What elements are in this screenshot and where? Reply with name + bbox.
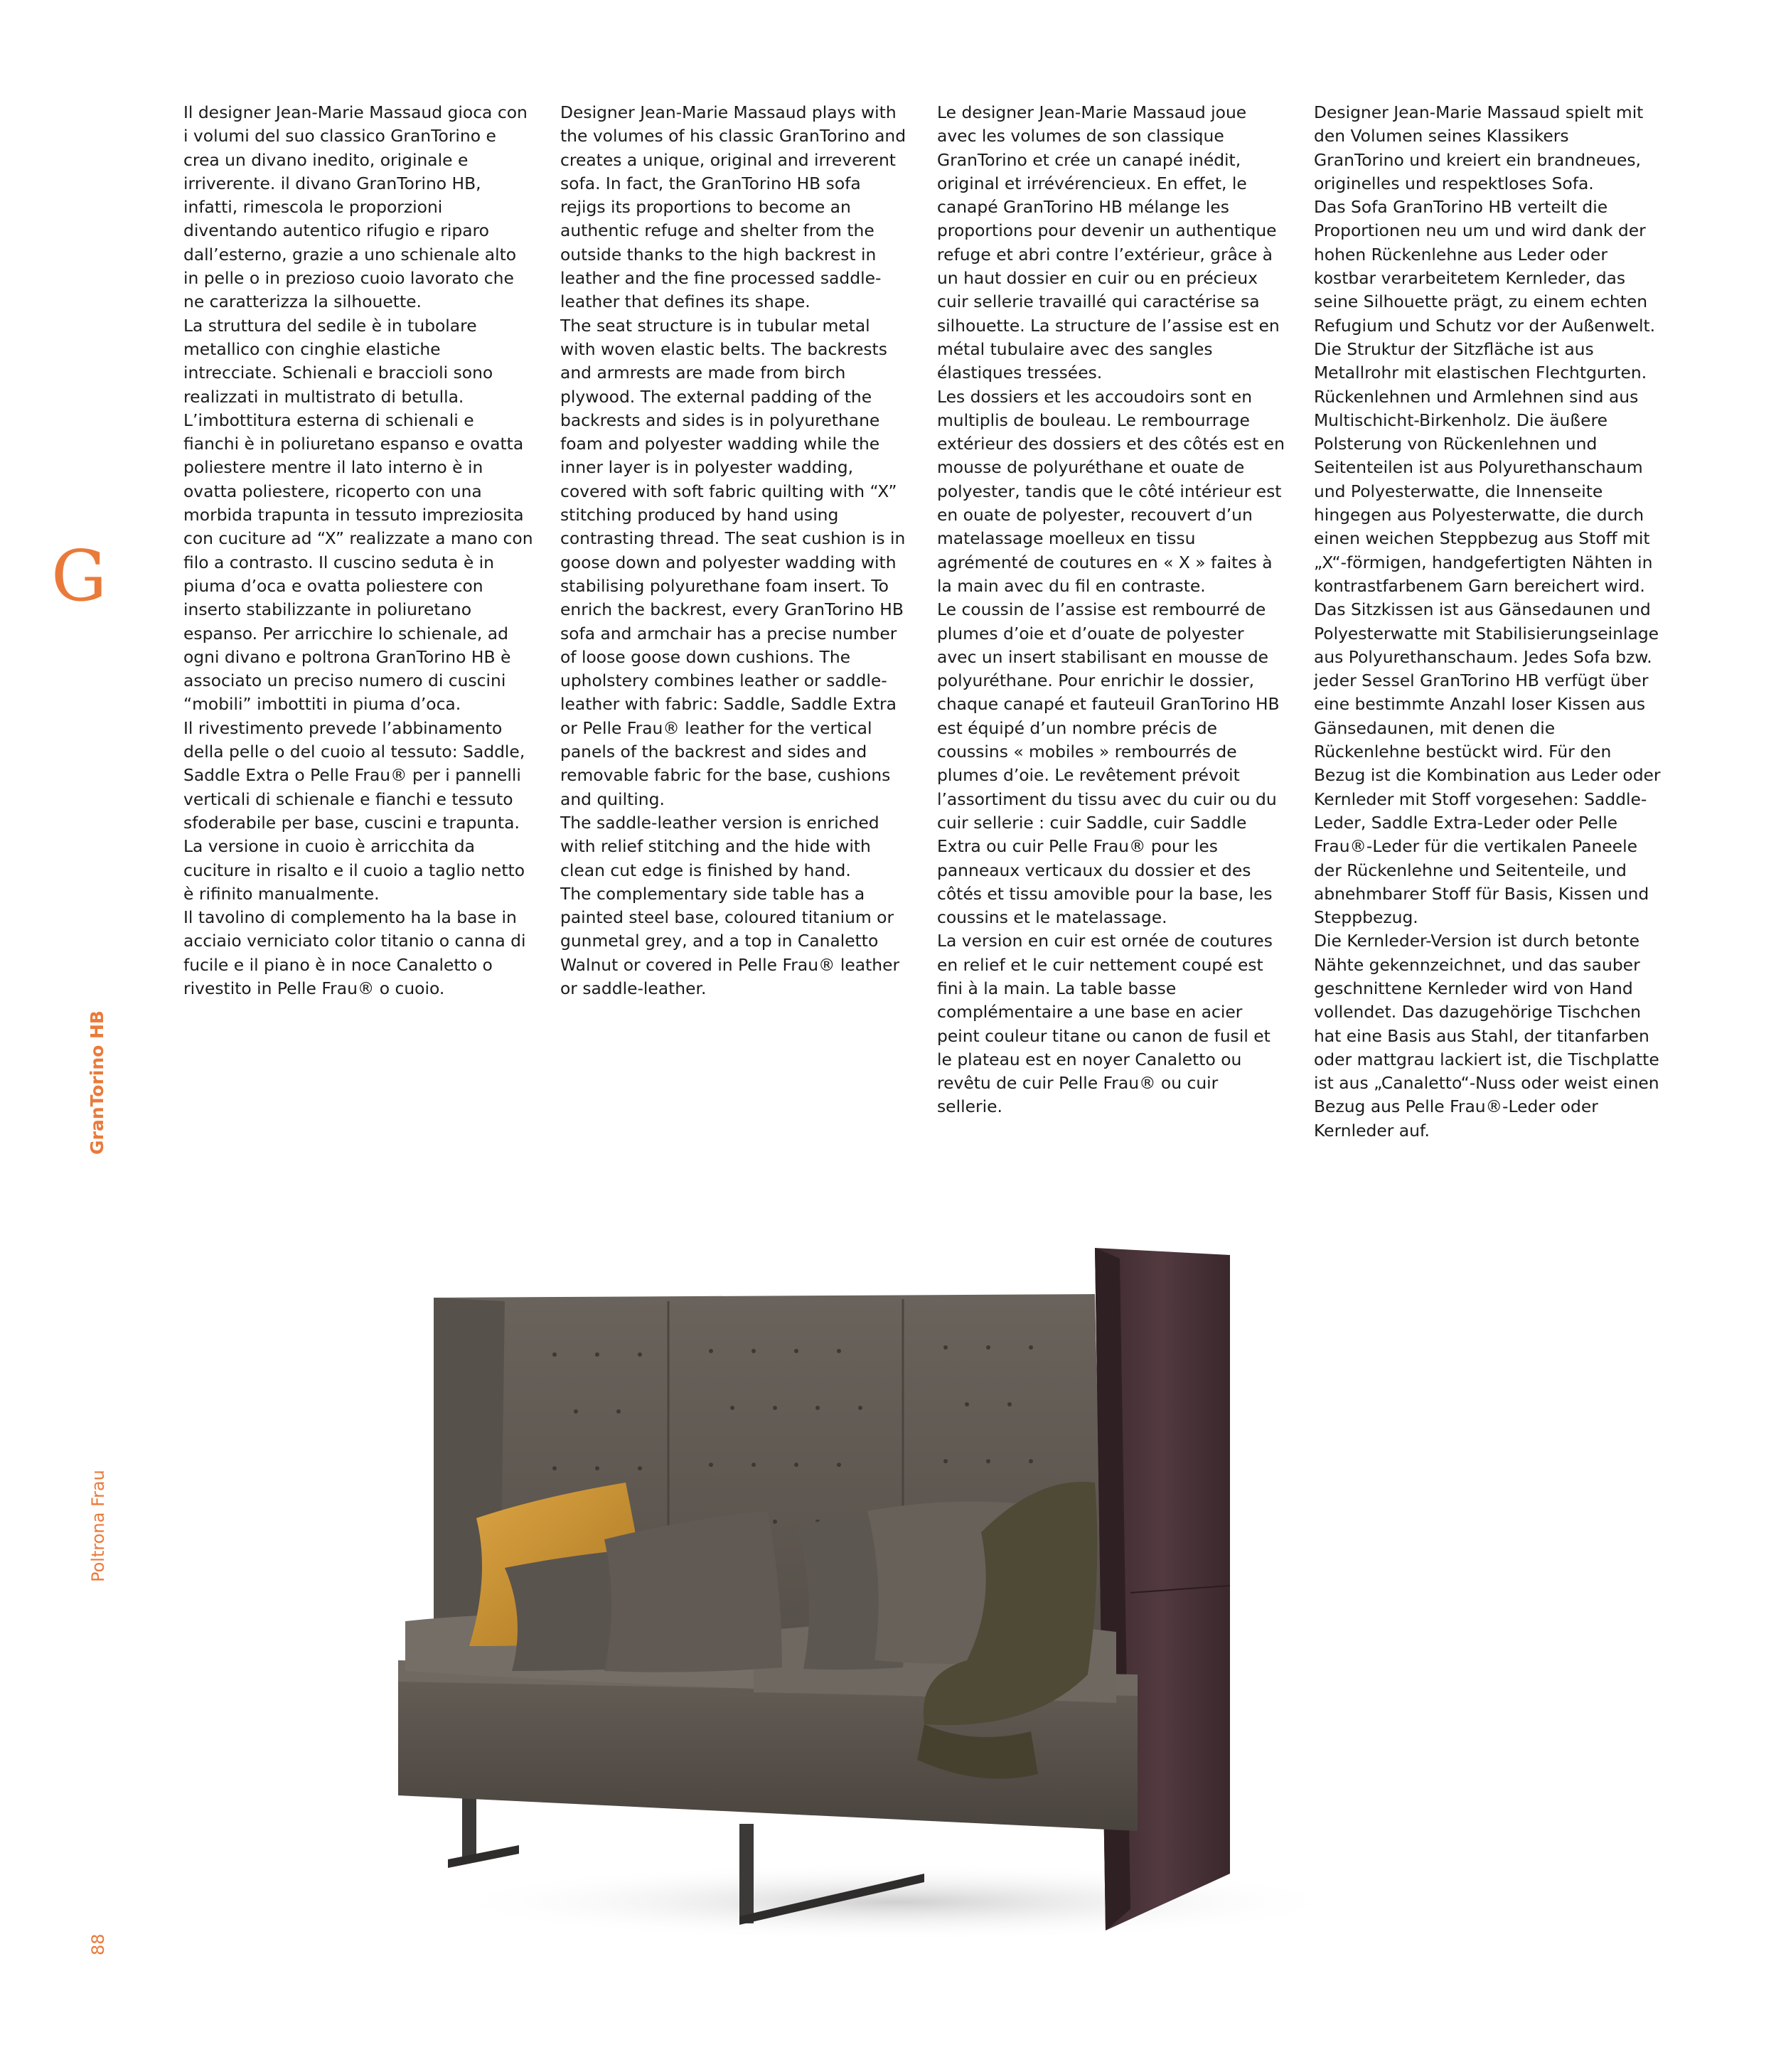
paragraph: La version en cuir est ornée de coutures en relief et le cuir nettement coupé est fini à la main. La table basse complémentaire a une base en acier peint couleur titane ou canon de fusil et le plateau est en noyer Canaletto ou revêtu de cuir Pelle Frau® ou cuir sellerie. [937,931,1273,1117]
text-column-german [1314,101,1664,1143]
paragraph: Il tavolino di complemento ha la base in acciaio verniciato color titanio o canna di fucile e il piano è in noce Canaletto o rivestito in Pelle Frau® o cuoio. [183,907,526,998]
paragraph: The seat structure is in tubular metal with woven elastic belts. The backrests and armrests are made from birch plywood. The external padding of the backrests and sides is in polyurethane foam and polyester wadding while the inner layer is in polyester wadding, covered with soft fabric quilting with “X” stitching produced by hand using contrasting thread. The seat cushion is in goose down and polyester wadding with stabilising polyurethane foam insert. To enrich the backrest, every GranTorino HB sofa and armchair has a precise number of loose goose down cushions. The upholstery combines leather or saddle-leather with fabric: Saddle, Saddle Extra or Pelle Frau® leather for the vertical panels of the backrest and sides and removable fabric for the base, cushions and quilting. [560,315,906,809]
text-column-italian [183,101,533,1000]
paragraph: Die Kernleder-Version ist durch betonte Nähte gekennzeichnet, und das sauber geschnittene Kernleder wird von Hand vollendet. Das dazugehörige Tischchen hat eine Basis aus Stahl, der titanfarben oder mattgrau lackiert ist, die Tischplatte ist aus „Canaletto“-Nuss oder weist einen Bezug aus Pelle Frau®-Leder oder Kernleder auf. [1314,931,1659,1141]
paragraph: L’imbottitura esterna di schienali e fianchi è in poliuretano espanso e ovatta poliestere mentre il lato interno è in ovatta poliestere, ricoperto con una morbida trapunta in tessuto impreziosita con cuciture ad “X” realizzate a mano con filo a contrasto. Il cuscino seduta è in piuma d’oca e ovatta poliestere con inserto stabilizzante in poliuretano espanso. Per arricchire lo schienale, ad ogni divano e poltrona GranTorino HB è associato un preciso numero di cuscini “mobili” imbottiti in piuma d’oca. [183,410,533,715]
paragraph: Die Struktur der Sitzfläche ist aus Metallrohr mit elastischen Flechtgurten. Rückenlehnen und Armlehnen sind aus Multischicht-Birkenholz. Die äußere Polsterung von Rückenlehnen und Seitenteilen ist aus Polyurethanschaum und Polyesterwatte, die Innenseite hingegen aus Polyesterwatte, die durch einen weichen Steppbezug aus Stoff mit „X“-förmigen, handgefertigten Nähten in kontrastfarbenem Garn bereichert wird. Das Sitzkissen ist aus Gänsedaunen und Polyesterwatte mit Stabilisierungseinlage aus Polyurethanschaum. Jedes Sofa bzw. jeder Sessel GranTorino HB verfügt über eine bestimmte Anzahl loser Kissen aus Gänsedaunen, mit denen die Rückenlehne bestückt wird. Für den Bezug ist die Kombination aus Leder oder Kernleder mit Stoff vorgesehen: Saddle-Leder, Saddle Extra-Leder oder Pelle Frau®-Leder für die vertikalen Paneele der Rückenlehne und Seitenteile, und abnehmbarer Stoff für Basis, Kissen und Steppbezug. [1314,338,1661,928]
text-column-english [560,101,910,1000]
brand-label: Poltrona Frau [88,1470,108,1582]
sofa-photo [355,1234,1422,1966]
paragraph: The complementary side table has a painted steel base, coloured titanium or gunmetal grey, and a top in Canaletto Walnut or covered in Pelle Frau® leather or saddle-leather. [560,883,900,998]
paragraph: The saddle-leather version is enriched with relief stitching and the hide with clean cut edge is finished by hand. [560,812,879,880]
text-column-french [937,101,1287,1119]
paragraph: Il designer Jean-Marie Massaud gioca con i volumi del suo classico GranTorino e crea un divano inedito, originale e irriverente. il divano GranTorino HB, infatti, rimescola le proporzioni diventando autentico rifugio e riparo dall’esterno, grazie a uno schienale alto in pelle o in prezioso cuoio lavorato che ne caratterizza la silhouette. [183,102,528,312]
paragraph: Le coussin de l’assise est rembourré de plumes d’oie et d’ouate de polyester avec un insert stabilisant en mousse de polyuréthane. Pour enrichir le dossier, chaque canapé et fauteuil GranTorino HB est équipé d’un nombre précis de coussins « mobiles » rembourrés de plumes d’oie. Le revêtement prévoit l’assortiment du tissu avec du cuir ou du cuir sellerie : cuir Saddle, cuir Saddle Extra ou cuir Pelle Frau® pour les panneaux verticaux du dossier et des côtés et tissu amovible pour la base, les coussins et le matelassage. [937,599,1280,928]
paragraph: La struttura del sedile è in tubolare metallico con cinghie elastiche intrecciate. Schienali e braccioli sono realizzati in multistrato di betulla. [183,315,493,407]
paragraph: Das Sofa GranTorino HB verteilt die Proportionen neu um und wird dank der hohen Rückenlehne aus Leder oder kostbar verarbeitetem Kernleder, das seine Silhouette prägt, zu einem echten Refugium und Schutz vor der Außenwelt. [1314,197,1656,336]
paragraph: Le designer Jean-Marie Massaud joue avec les volumes de son classique GranTorino et crée un canapé inédit, original et irrévérencieux. En effet, le canapé GranTorino HB mélange les proportions pour devenir un authentique refuge et abri contre l’extérieur, grâce à un haut dossier en cuir ou en précieux cuir sellerie travaillé qui caractérise sa silhouette. La structure de l’assise est en métal tubulaire avec des sangles élastiques tressées. [937,102,1280,383]
paragraph: Les dossiers et les accoudoirs sont en multiplis de bouleau. Le rembourrage extérieur des dossiers et des côtés est en mousse de polyuréthane et ouate de polyester, tandis que le côté intérieur est en ouate de polyester, recouvert d’un matelassage moelleux en tissu agrémenté de coutures en « X » faites à la main avec du fil en contraste. [937,386,1285,596]
drop-initial: G [51,536,107,617]
paragraph: Il rivestimento prevede l’abbinamento della pelle o del cuoio al tessuto: Saddle, Saddle Extra o Pelle Frau® per i pannelli verticali di schienale e fianchi e tessuto sfoderabile per base, cuscini e trapunta. La versione in cuoio è arricchita da cuciture in risalto e il cuoio a taglio netto è rifinito manualmente. [183,717,525,904]
product-label: GranTorino HB [87,1010,107,1155]
page-number: 88 [88,1933,108,1955]
paragraph: Designer Jean-Marie Massaud plays with the volumes of his classic GranTorino and creates a unique, original and irreverent sofa. In fact, the GranTorino HB sofa rejigs its proportions to become an authentic refuge and shelter from the outside thanks to the high backrest in leather and the fine processed saddle-leather that defines its shape. [560,102,906,312]
paragraph: Designer Jean-Marie Massaud spielt mit den Volumen seines Klassikers GranTorino und kreiert ein brandneues, originelles und respektloses Sofa. [1314,102,1644,193]
